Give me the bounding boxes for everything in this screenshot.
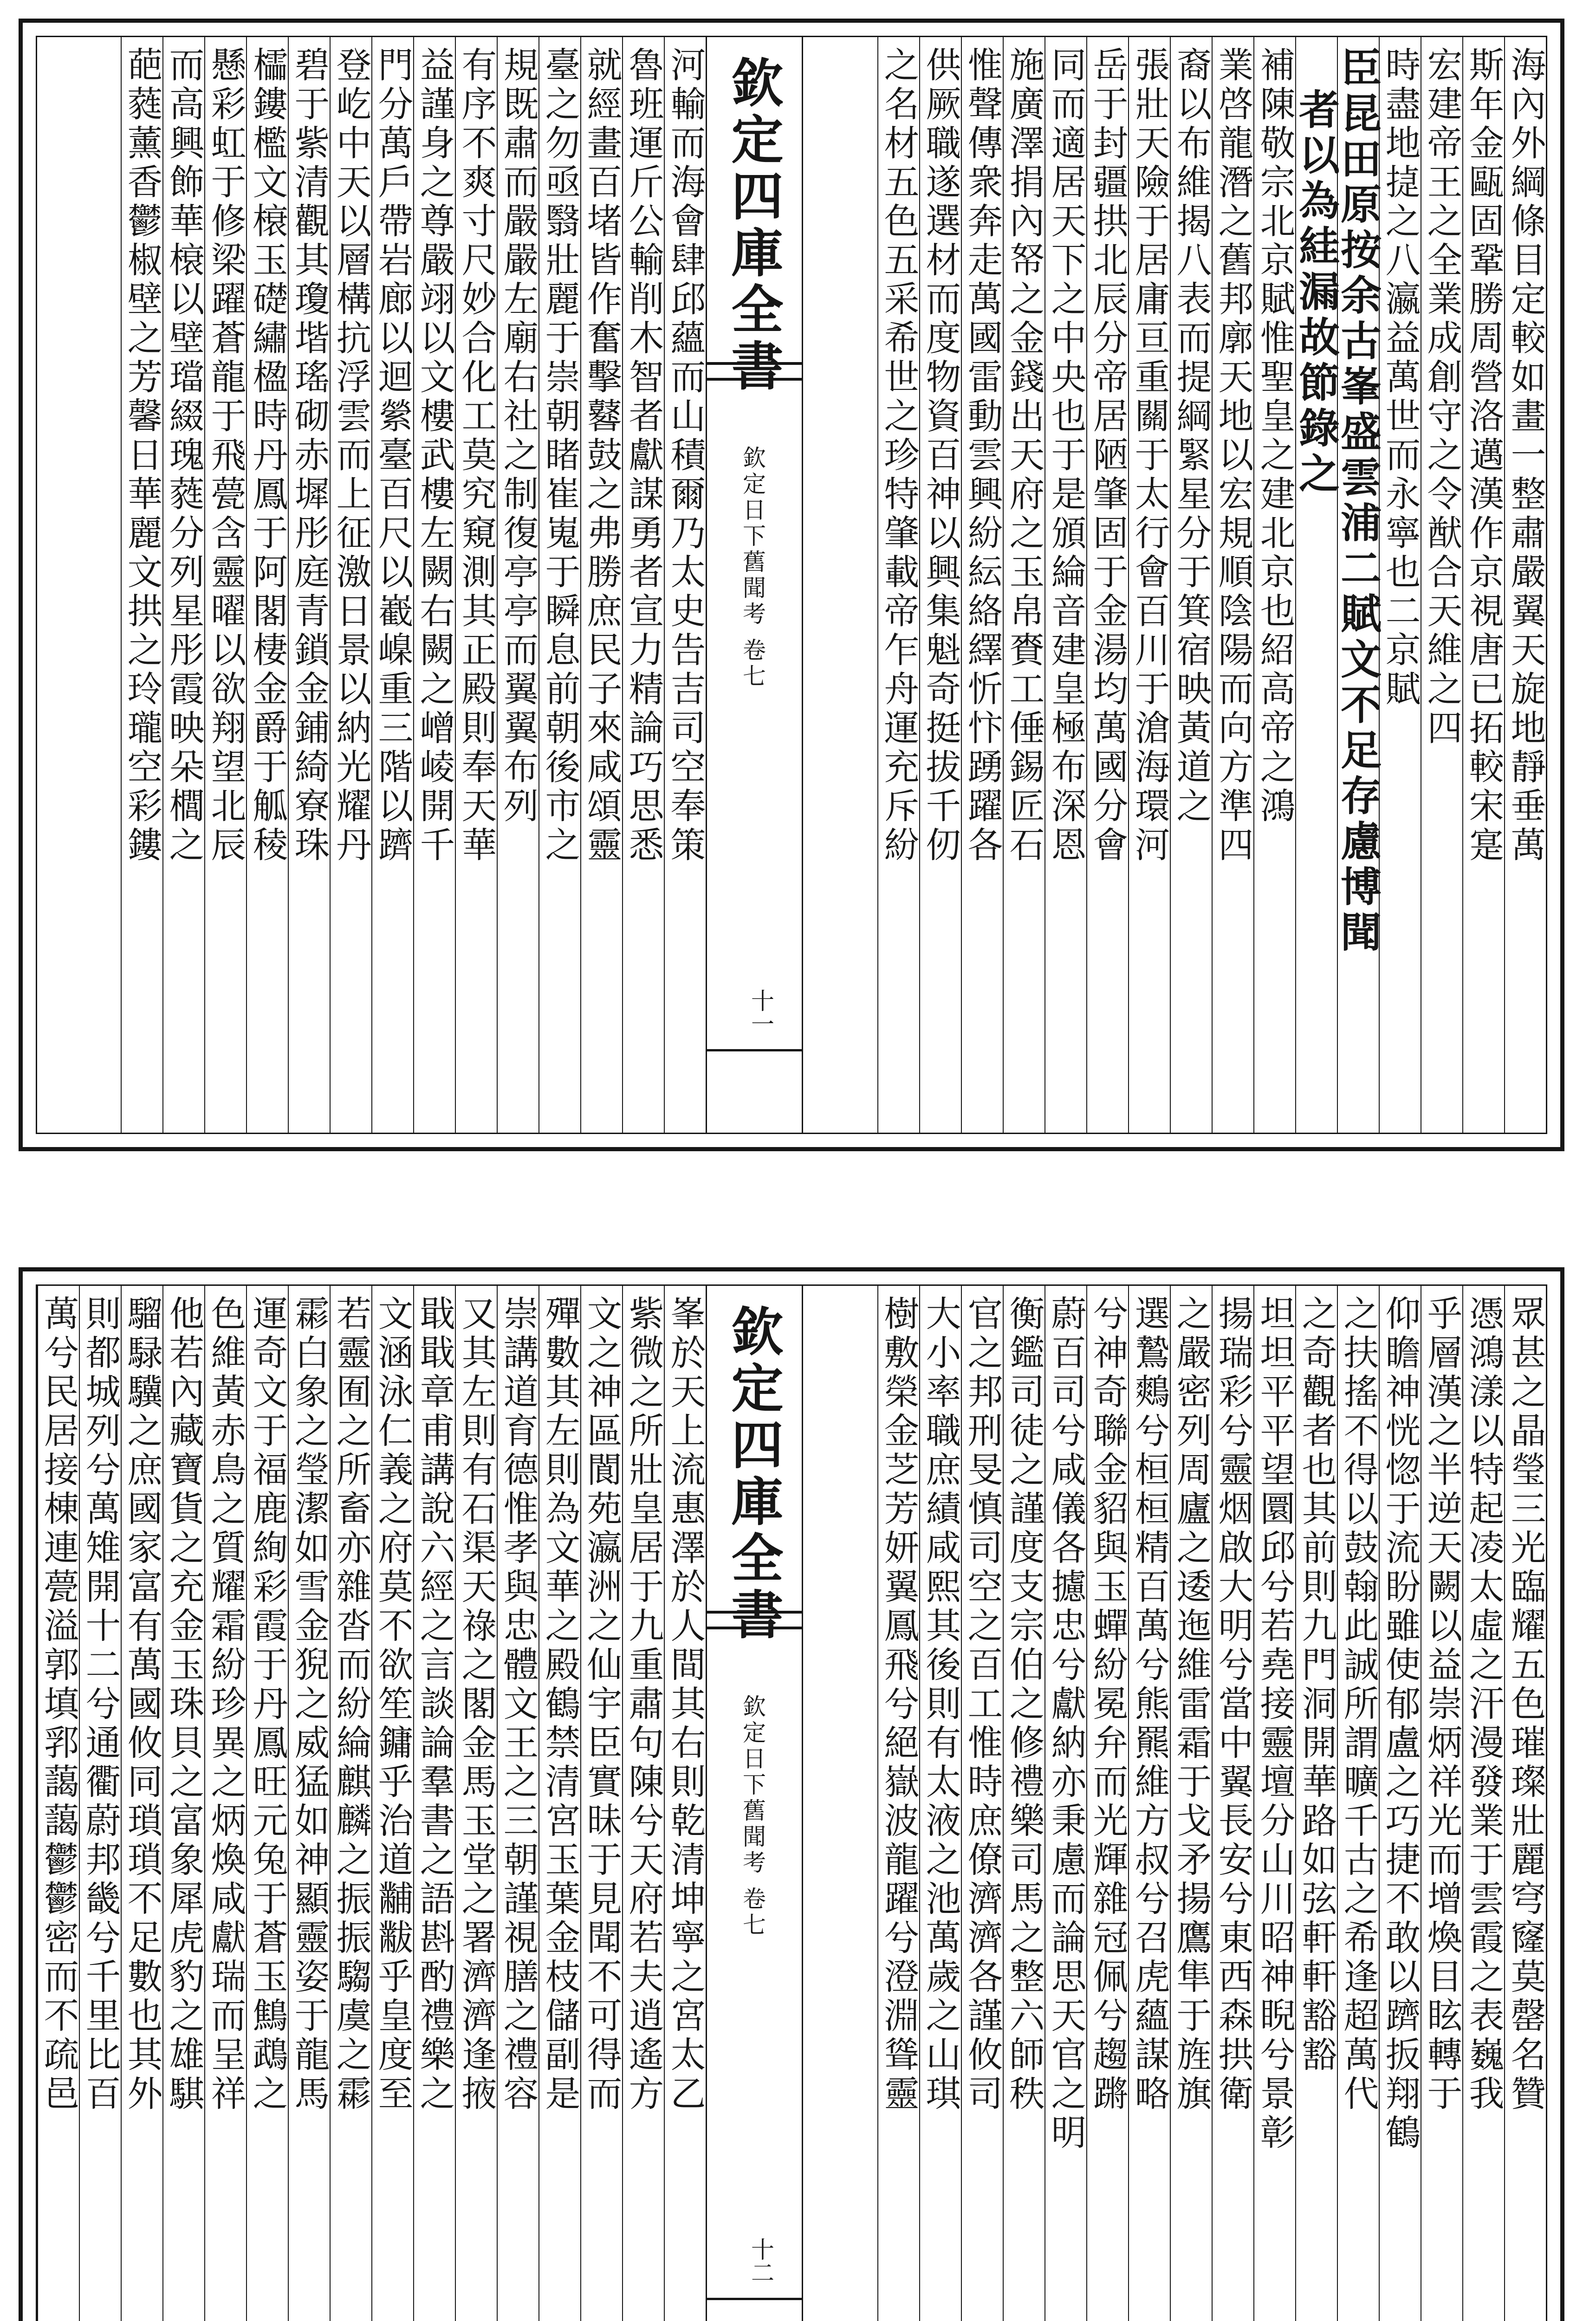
- column-text: 之名材五色五采希世之珍特肇載帝乍舟運充斥紛: [878, 46, 920, 865]
- text-column: [622, 37, 664, 1133]
- note-heading: 者以為絓漏故節錄之: [1292, 88, 1341, 498]
- text-column: [1128, 37, 1170, 1133]
- page-frame: [19, 1267, 1564, 2321]
- text-column: [961, 1286, 1003, 2321]
- text-column: [288, 37, 330, 1133]
- text-column: [1212, 1286, 1253, 2321]
- text-column: [1462, 37, 1504, 1133]
- right-half-page: [794, 37, 1546, 1133]
- text-column: [497, 1286, 538, 2321]
- page-inner-border: [36, 1284, 1547, 2321]
- column-text: 紫微之所壯皇居于九重肅句陳兮天府若夫逍遙方: [623, 1295, 664, 2114]
- column-text: 有序不爽寸尺妙合化工莫究窺測其正殿則奉天華: [456, 46, 497, 865]
- text-column: [877, 1286, 919, 2321]
- text-column: [246, 1286, 288, 2321]
- column-text: 又其左則有石渠天祿之閣金馬玉堂之署濟濟逢掖: [456, 1295, 497, 2114]
- left-half-page: [37, 37, 706, 1133]
- text-column: [1045, 37, 1086, 1133]
- book-title: 欽定四庫全書: [723, 56, 784, 395]
- text-column: [919, 1286, 961, 2321]
- text-column: [1045, 1286, 1086, 2321]
- column-text: 衡鑑司徒之謹度支宗伯之修禮樂司馬之整六師秩: [1004, 1295, 1045, 2114]
- fishtail-mark-bottom: [707, 2298, 802, 2309]
- column-text: 眾甚之晶瑩三光臨耀五色璀璨壯麗穹窿莫罄名贊: [1505, 1295, 1546, 2114]
- text-column: [121, 37, 162, 1133]
- column-text: 選鷙鷞兮桓桓精百萬兮熊羆維方叔兮召虎蘊謀略: [1129, 1295, 1170, 2114]
- text-column: [1295, 1286, 1337, 2321]
- book-title: 欽定四庫全書: [723, 1304, 784, 1644]
- text-column: [162, 1286, 204, 2321]
- bottom-leaf: [0, 1249, 1596, 2321]
- column-text: 樹敷榮金芝芳妍翼鳳飛兮絕嶽波龍躍兮澄淵聳靈: [878, 1295, 920, 2114]
- text-column: [413, 37, 455, 1133]
- column-text: 騮騄驥之庶國家富有萬國攸同瑣瑣不足數也其外: [122, 1295, 163, 2114]
- column-text: 張壯天險于居庸亘重關于太行會百川于滄海環河: [1129, 46, 1170, 865]
- column-text: 登屹中天以層構抗浮雲而上征激日景以納光耀丹: [331, 46, 372, 865]
- column-text: 同而適居天下之中央也于是頒綸音建皇極布深恩: [1045, 46, 1087, 865]
- column-text: 門分萬戶帶岩廊以迴縈臺百尺以嶻嵲重三階以躋: [372, 46, 414, 865]
- column-text: 官之邦刑旻慎司空之百工惟時庶僚濟濟各謹攸司: [962, 1295, 1003, 2114]
- text-column: [1379, 1286, 1421, 2321]
- center-fold: [706, 1286, 803, 2321]
- column-text: 時盡地㨗之八瀛益萬世而永寧也二京賦: [1380, 46, 1421, 709]
- column-text: 施廣澤捐內帑之金錢出天府之玉帛賚工倕錫匠石: [1004, 46, 1045, 865]
- text-column: [37, 1286, 79, 2321]
- fishtail-mark-bottom: [707, 1049, 802, 1060]
- text-column: [919, 37, 961, 1133]
- column-text: 益謹身之尊嚴翊以文樓武樓左闕右闕之嶒崚開千: [414, 46, 455, 865]
- column-text: 兮神奇聯金貂與玉蟬紛冕弁而光輝雜冠佩兮趨蹡: [1087, 1295, 1129, 2114]
- text-column: [246, 37, 288, 1133]
- text-column: [580, 1286, 622, 2321]
- text-column: [538, 1286, 580, 2321]
- column-text: 乎層漢之半逆天闕以益崇炳祥光而增煥目眩轉于: [1421, 1295, 1463, 2114]
- column-text: 崇講道育德惟孝與忠體文王之三朝謹視膳之禮容: [498, 1295, 539, 2114]
- text-column: [330, 1286, 371, 2321]
- text-column: [121, 1286, 162, 2321]
- column-text: 峯於天上流惠澤於人間其右則乾清坤寧之宮太乙: [665, 1295, 706, 2114]
- column-text: 他若內藏寶貨之充金玉珠貝之富象犀虎豹之雄騏: [163, 1295, 205, 2114]
- column-text: 仰瞻神恍惚于流盼雖使郁盧之巧捷不敢以躋扳翔鶴: [1380, 1295, 1421, 2153]
- text-column: [204, 37, 246, 1133]
- text-column: [1086, 1286, 1128, 2321]
- fishtail-mark: [707, 362, 802, 381]
- text-column: [1421, 1286, 1462, 2321]
- column-text: 大小率職庶績咸熙其後則有太液之池萬歲之山琪: [920, 1295, 961, 2114]
- volume-info: 欽定日下舊聞考 卷七: [739, 446, 766, 690]
- column-text: 斯年金甌固鞏勝周營洛邁漢作京視唐已拓較宋寔: [1463, 46, 1505, 865]
- column-text: 運奇文于福鹿絢彩霞于丹鳳旺元兔于蒼玉鷦鵡之: [247, 1295, 288, 2114]
- column-text: 海內外綱條目定較如畫一整肅嚴翼天旋地靜垂萬: [1505, 46, 1546, 865]
- fishtail-mark: [707, 1611, 802, 1629]
- column-text: 殫數其左則為文華之殿鶴禁清宮玉葉金枝儲副是: [539, 1295, 581, 2114]
- text-column: [1170, 1286, 1212, 2321]
- column-text: 萬兮民居接棟連甍溢郭填郛藹藹鬱鬱密而不疏邑: [38, 1295, 79, 2114]
- column-text: 宏建帝王之全業成創守之令猷合天維之四: [1421, 46, 1463, 748]
- center-fold: [706, 37, 803, 1133]
- text-column: [288, 1286, 330, 2321]
- left-half-page: [37, 1286, 706, 2321]
- column-text: 之奇觀者也其前則九門洞開華路如弦軒軒豁豁: [1296, 1295, 1337, 2075]
- text-column: [664, 37, 706, 1133]
- column-text: 而高興飾華榱以壁璫綴瑰蕤分列星彤霞映朵櫚之: [163, 46, 205, 865]
- column-text: 供厥職遂選材而度物資百神以興集魁奇挺拔千仞: [920, 46, 961, 865]
- note-heading: 臣昆田原按余古峯盛雲浦二賦文不足存慮博聞: [1334, 46, 1382, 956]
- text-column: [1003, 37, 1045, 1133]
- text-column: [1170, 37, 1212, 1133]
- column-text: 規既肅而嚴嚴左廟右社之制復亭亭而翼翼布列: [498, 46, 539, 826]
- volume-info: 欽定日下舊聞考 卷七: [739, 1694, 766, 1938]
- page-frame: [19, 19, 1564, 1151]
- text-column: [1212, 37, 1253, 1133]
- text-column: [497, 37, 538, 1133]
- text-column: [664, 1286, 706, 2321]
- text-column: [330, 37, 371, 1133]
- column-text: 霦白象之瑩潔如雪金猊之威猛如神顯靈姿于龍馬: [289, 1295, 330, 2114]
- column-text: 戢戢章甫講說六經之言談論羣書之語斟酌禮樂之: [414, 1295, 455, 2114]
- text-column: [538, 37, 580, 1133]
- text-column: [1379, 37, 1421, 1133]
- column-text: 魯班運斤公輸削木智者獻謀勇者宣力精論巧思悉: [623, 46, 664, 865]
- text-column: [455, 1286, 497, 2321]
- column-text: 補陳敬宗北京賦惟聖皇之建北京也紹高帝之鴻: [1254, 46, 1296, 826]
- text-column: [1421, 37, 1462, 1133]
- column-text: 文之神區閬苑瀛洲之仙宇臣實昧于見聞不可得而: [581, 1295, 623, 2114]
- text-column: [79, 1286, 121, 2321]
- leaf-number: 十二: [747, 2237, 774, 2284]
- text-column: [371, 1286, 413, 2321]
- column-text: 碧于紫清觀其瓊堦瑤砌赤墀彤庭青鎖金鋪綺寮珠: [289, 46, 330, 865]
- text-column: [413, 1286, 455, 2321]
- text-column: [1334, 37, 1382, 1133]
- text-column: [204, 1286, 246, 2321]
- text-column: [1253, 1286, 1295, 2321]
- page-inner-border: [36, 36, 1547, 1134]
- column-text: 若靈囿之所畜亦雜沓而紛綸麒麟之振振騶虞之霦: [331, 1295, 372, 2114]
- column-text: 色維黃赤鳥之質耀霜紛珍異之炳煥咸獻瑞而呈祥: [205, 1295, 247, 2114]
- column-text: 文涵泳仁義之府莫不欲笙鏞乎治道黼黻乎皇度至: [372, 1295, 414, 2114]
- column-text: 揚瑞彩兮靈烟啟大明兮當中翼長安兮東西森拱衛: [1213, 1295, 1254, 2114]
- column-text: 之嚴密列周廬之逶迤維雷霜于戈矛揚鷹隼于旌旗: [1171, 1295, 1212, 2114]
- text-column: [1003, 1286, 1045, 2321]
- column-text: 裔以布維揭八表而提綱緊星分于箕宿映黃道之: [1171, 46, 1212, 826]
- text-column: [1253, 37, 1295, 1133]
- leaf-number: 十一: [747, 989, 774, 1035]
- text-column: [1462, 1286, 1504, 2321]
- text-column: [1337, 1286, 1379, 2321]
- text-column: [1504, 1286, 1546, 2321]
- column-text: 臺之勿亟翳壯麗于崇朝睹崔嵬于瞬息前朝後市之: [539, 46, 581, 865]
- column-text: 蔚百司兮咸儀各攄忠兮獻納亦秉慮而論思天官之明: [1045, 1295, 1087, 2153]
- column-text: 葩蕤薰香鬱椒壁之芳馨日華麗文拱之玲瓏空彩鏤: [122, 46, 163, 865]
- column-text: 岳于封疆拱北辰分帝居陋肇固于金湯均萬國分會: [1087, 46, 1129, 865]
- text-column: [580, 37, 622, 1133]
- column-text: 就經畫百堵皆作奮擊鼛鼓之弗勝庶民子來咸頌靈: [581, 46, 623, 865]
- text-column: [877, 37, 919, 1133]
- text-column: [961, 37, 1003, 1133]
- column-text: 則都城列兮萬雉開十二兮通衢蔚邦畿兮千里比百: [80, 1295, 121, 2114]
- column-text: 惟聲傳衆奔走萬國雷動雲興紛紜絡繹忻忭踴躍各: [962, 46, 1003, 865]
- text-column: [162, 37, 204, 1133]
- text-column: [1086, 37, 1128, 1133]
- column-text: 櫺鏤檻文榱玉礎繡楹時丹鳳于阿閣棲金爵于觚稜: [247, 46, 288, 865]
- right-half-page: [794, 1286, 1546, 2321]
- text-column: [455, 37, 497, 1133]
- column-text: 業啓龍潛之舊邦廓天地以宏規順陰陽而向方準四: [1213, 46, 1254, 865]
- column-text: 之扶搖不得以鼓翰此誠所謂曠千古之希逢超萬代: [1338, 1295, 1379, 2114]
- text-column: [622, 1286, 664, 2321]
- text-column: [1292, 37, 1341, 1133]
- column-text: 懸彩虹于修梁躍蒼龍于飛甍含靈曜以欲翔望北辰: [205, 46, 247, 865]
- text-column: [1504, 37, 1546, 1133]
- text-column: [1128, 1286, 1170, 2321]
- column-text: 河輸而海會肆邱蘊而山積爾乃太史告吉司空奉策: [665, 46, 706, 865]
- column-text: 憑鴻漾以特起凌太虛之汗漫發業于雲霞之表巍我: [1463, 1295, 1505, 2114]
- column-text: 坦坦平平望圜邱兮若堯接靈壇分山川昭神睨兮景彰: [1254, 1295, 1296, 2153]
- text-column: [371, 37, 413, 1133]
